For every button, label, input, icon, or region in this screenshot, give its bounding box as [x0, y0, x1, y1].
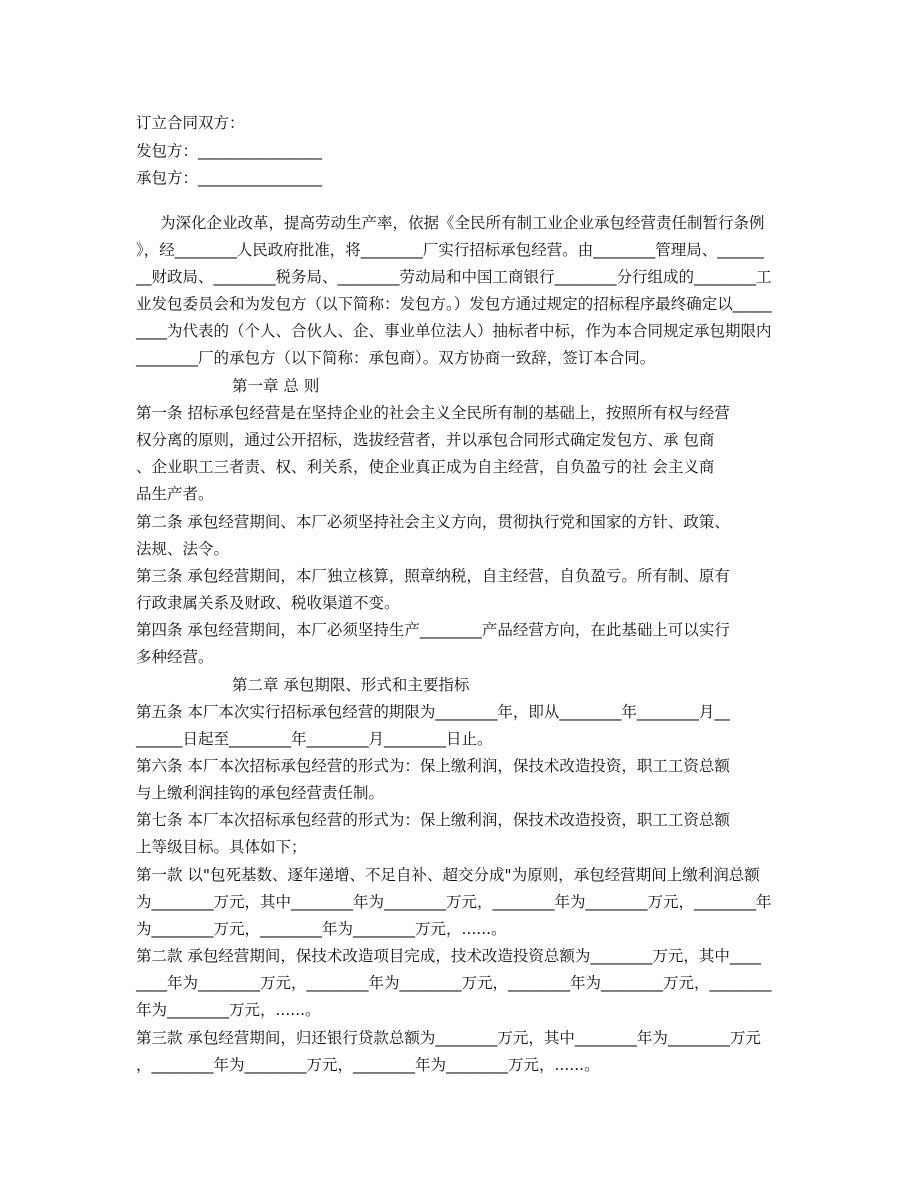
chapter1-title: 第一章 总 则 — [232, 377, 320, 395]
chapter2-line: 年为________万元，......。 — [136, 1001, 321, 1019]
chapter2-line: 第三款 承包经营期间，归还银行贷款总额为________万元，其中________年为________万元 — [136, 1029, 761, 1047]
chapter2-line: 第一款 以"包死基数、逐年递增、不足自补、超交分成"为原则，承包经营期间上缴利润总额 — [136, 866, 760, 884]
contractor-line: 承包方：________________ — [136, 169, 323, 187]
chapter2-line: 为________万元，________年为________万元，......。 — [136, 920, 507, 938]
chapter2-line: 与上缴利润挂钩的承包经营责任制。 — [136, 784, 385, 802]
chapter1-line: 多种经营。 — [136, 648, 214, 666]
intro-line: ________厂的承包方（以下简称：承包商）。双方协商一致辞，签订本合同。 — [136, 349, 656, 367]
chapter1-line: 权分离的原则，通过公开招标，选拔经营者，并以承包合同形式确定发包方、承 包商 — [136, 431, 715, 449]
chapter1-line: 法规、法令。 — [136, 540, 230, 558]
chapter1-line: 第四条 承包经营期间，本厂必须坚持生产________产品经营方向，在此基础上可以实行 — [136, 621, 730, 639]
chapter2-line: 上等级目标。具体如下； — [136, 838, 307, 856]
chapter1-line: 、企业职工三者责、权、利关系，使企业真正成为自主经营，自负盈亏的社 会主义商 — [136, 458, 715, 476]
chapter2-line: 第七条 本厂本次招标承包经营的形式为：保上缴利润，保技术改造投资，职工工资总额 — [136, 811, 730, 829]
chapter2-line: 第五条 本厂本次实行招标承包经营的期限为________年，即从________年________月__ — [136, 703, 730, 721]
intro-line: __财政局、________税务局、________劳动局和中国工商银行________分行组成的________工 — [136, 268, 772, 286]
parties-heading: 订立合同双方： — [136, 114, 245, 132]
chapter2-line: 第二款 承包经营期间，保技术改造项目完成，技术改造投资总额为________万元，其中____ — [136, 947, 761, 965]
intro-line: 》，经________人民政府批准，将________厂实行招标承包经营。由________管理局、______ — [136, 241, 764, 259]
chapter1-line: 行政隶属关系及财政、税收渠道不变。 — [136, 594, 400, 612]
chapter2-title: 第二章 承包期限、形式和主要指标 — [232, 676, 470, 694]
intro-line: 为深化企业改革，提高劳动生产率，依据《全民所有制工业企业承包经营责任制暂行条例 — [160, 214, 765, 232]
chapter2-line: 为________万元，其中________年为________万元，________年为________万元，________年 — [136, 893, 772, 911]
chapter1-line: 第二条 承包经营期间、本厂必须坚持社会主义方向，贯彻执行党和国家的方针、政策、 — [136, 513, 730, 531]
chapter2-line: ______日起至________年________月________日止。 — [136, 730, 493, 748]
chapter2-line: ____年为________万元，________年为________万元，________年为________万元，________ — [136, 974, 772, 992]
intro-line: ____为代表的（个人、合伙人、企、事业单位法人）抽标者中标，作为本合同规定承包期限内 — [136, 322, 772, 340]
chapter2-line: 第六条 本厂本次招标承包经营的形式为：保上缴利润，保技术改造投资，职工工资总额 — [136, 757, 730, 775]
employer-line: 发包方：________________ — [136, 142, 323, 160]
chapter1-line: 第一条 招标承包经营是在坚持企业的社会主义全民所有制的基础上，按照所有权与经营 — [136, 404, 730, 422]
intro-line: 业发包委员会和为发包方（以下简称：发包方。）发包方通过规定的招标程序最终确定以_____ — [136, 295, 772, 313]
chapter1-line: 第三条 承包经营期间，本厂独立核算，照章纳税，自主经营，自负盈亏。所有制、原有 — [136, 567, 730, 585]
chapter1-line: 品生产者。 — [136, 485, 214, 503]
chapter2-line: ，________年为________万元，________年为________万元，......。 — [136, 1056, 600, 1074]
